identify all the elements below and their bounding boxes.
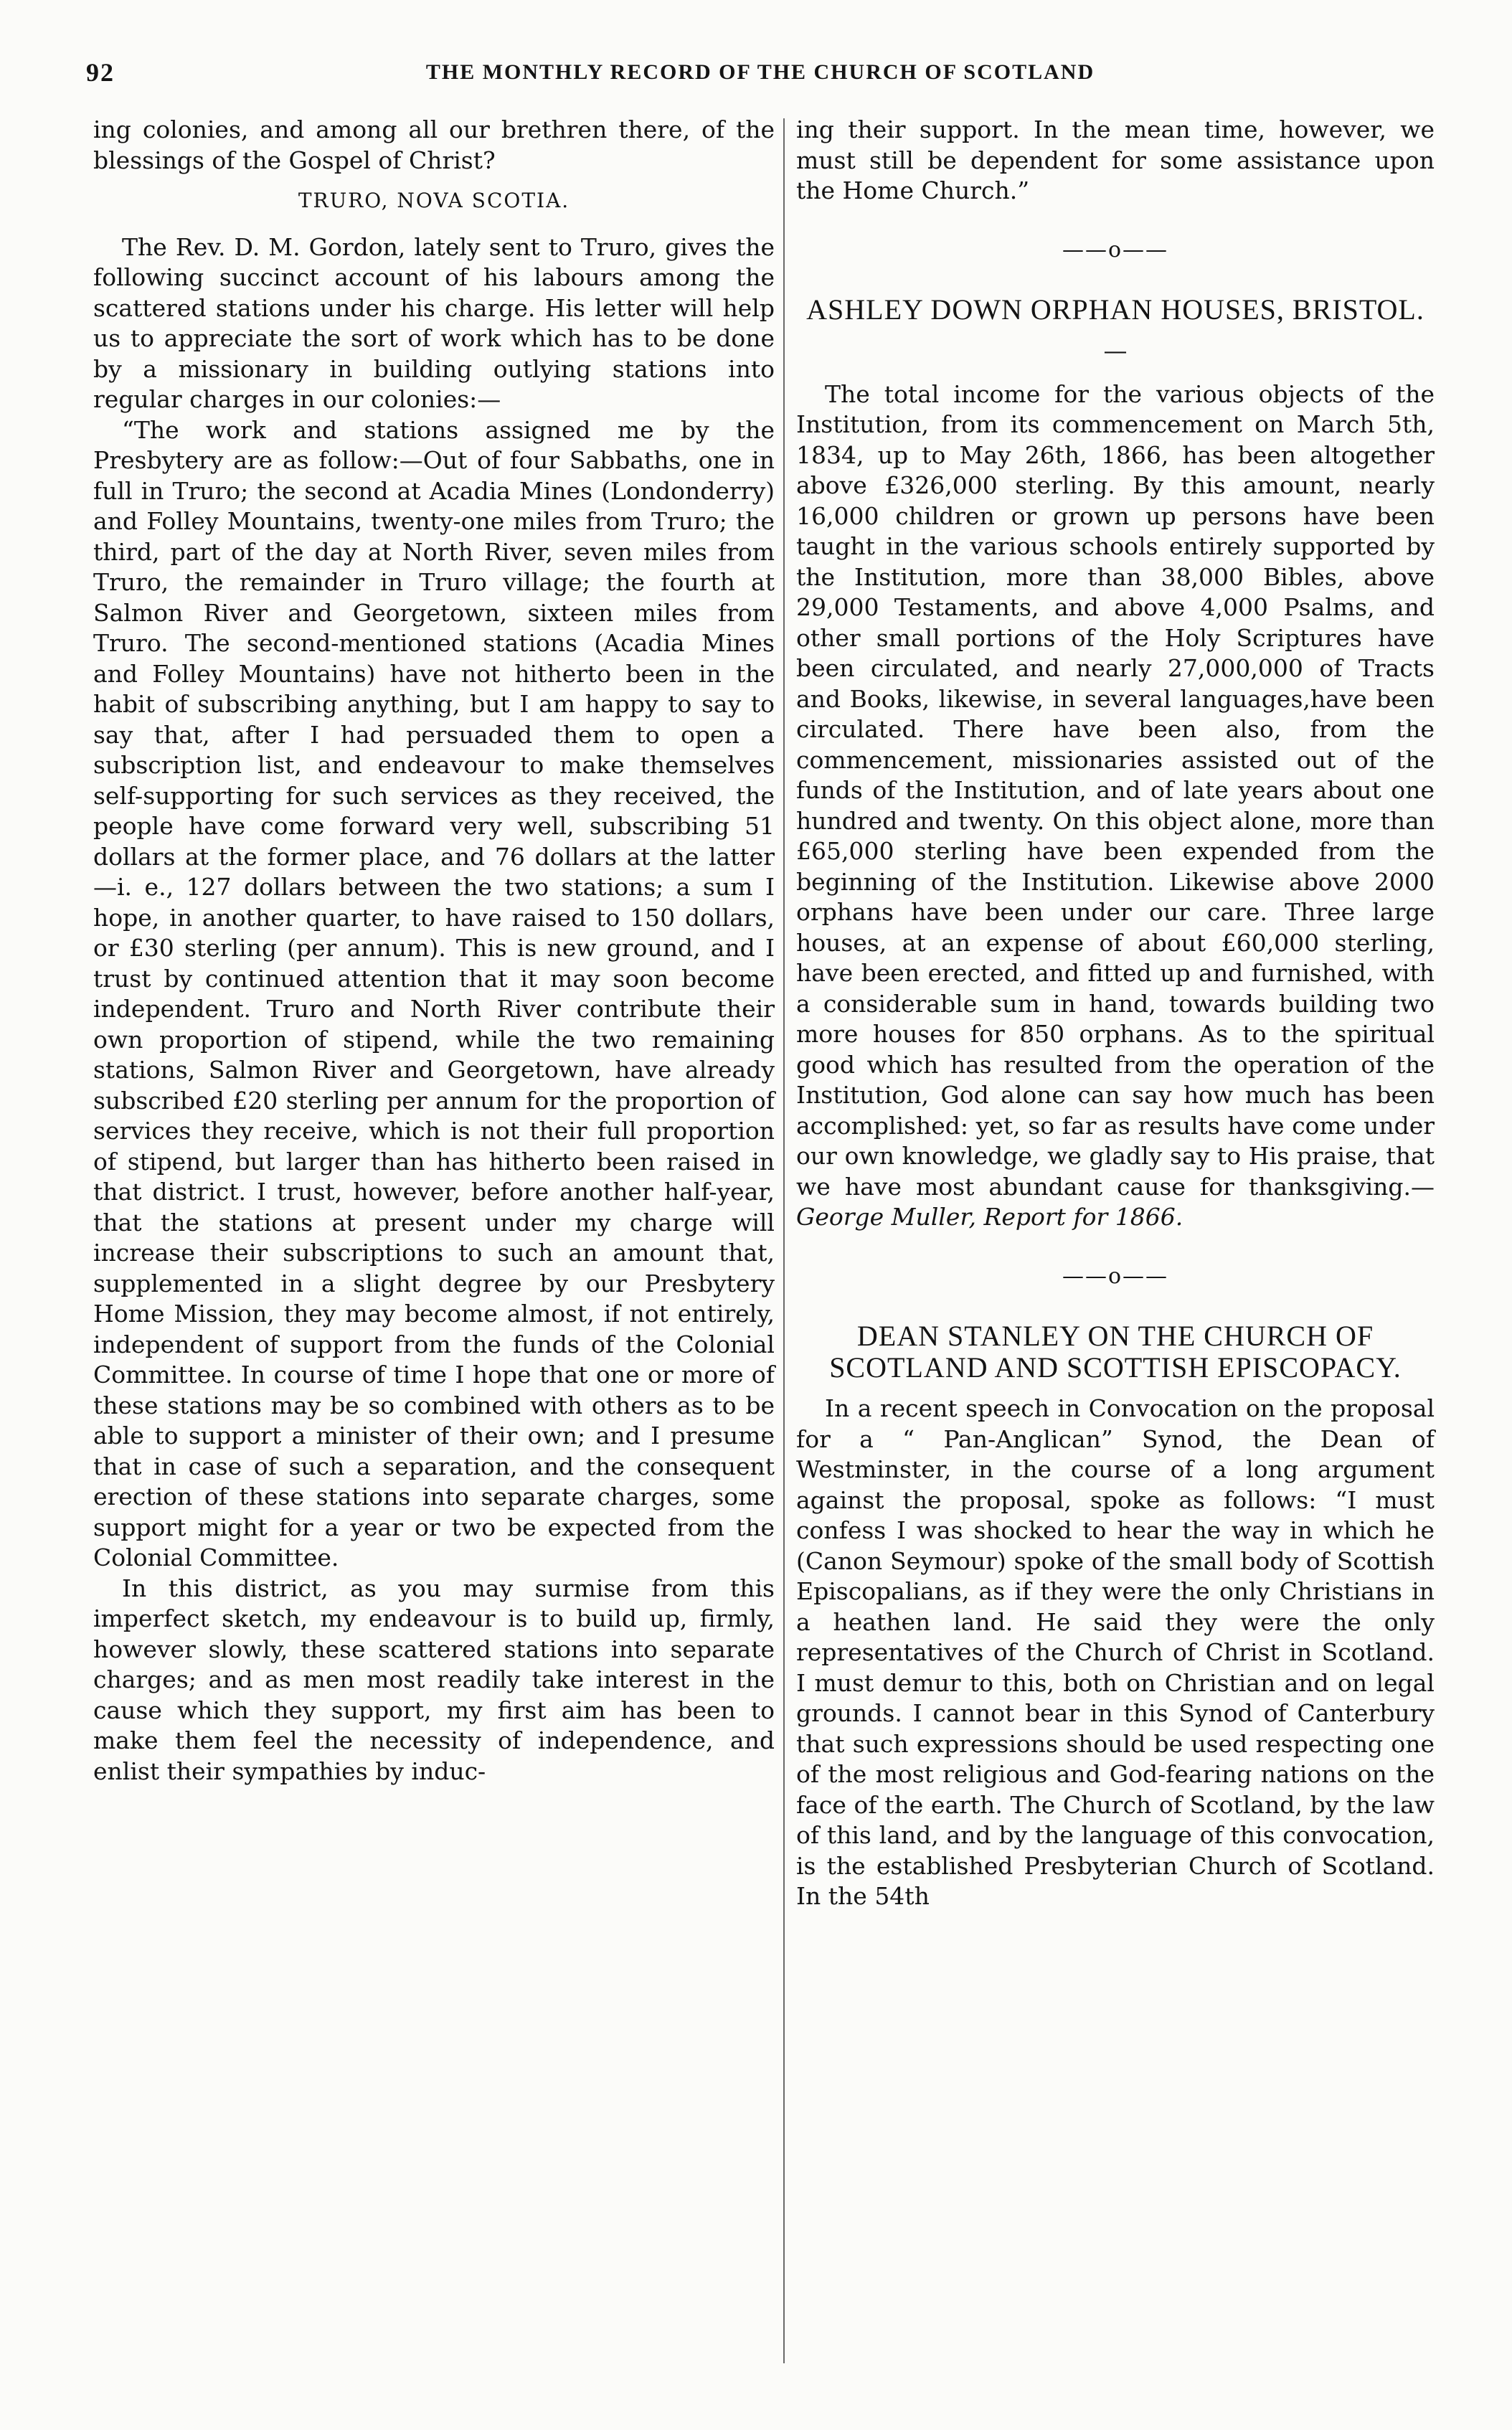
left-column: [93, 115, 775, 2367]
page-header: [86, 57, 1435, 100]
intro-text: ing colonies, and among all our brethren there, of the blessings of the Gospel of Christ?: [93, 115, 775, 174]
running-head: THE MONTHLY RECORD OF THE CHURCH OF SCOTLAND: [425, 60, 1095, 84]
section-title-dean-stanley: DEAN STANLEY ON THE CHURCH OF SCOTLAND AND SCOTTISH EPISCOPACY.: [829, 1320, 1402, 1384]
paragraph: In this district, as you may surmise from this imperfect sketch, my endeavour is to build up, firmly, however slowly, these scattered stations into separate charges; and as men most readily take interest in the cause which they support, my first aim has been to make them feel the necessity of independence, and enlist their sympathies by induc-: [93, 1574, 775, 1785]
paragraph: “The work and stations assigned me by the Presbytery are as follow:—Out of four Sabbaths, one in full in Truro; the second at Acadia Mines (Londonderry) and Folley Mountains, twenty-one miles from Truro; the third, part of the day at North River, seven miles from Truro, the remainder in Truro village; the fourth at Salmon River and Georgetown, sixteen miles from Truro. The second-mentioned stations (Acadia Mines and Folley Mountains) have not hitherto been in the habit of subscribing anything, but I am happy to say to say that, after I had persuaded them to open a subscription list, and endeavour to make themselves self-supporting for such services as they received, the people have come forward very well, subscribing 51 dollars at the former place, and 76 dollars at the latter—i. e., 127 dollars between the two stations; a sum I hope, in another quarter, to have raised to 150 dollars, or £30 sterling (per annum). This is new ground, and I trust by continued attention that it may soon become independent. Truro and North River contribute their own proportion of stipend, while the two remaining stations, Salmon River and Georgetown, have already subscribed £20 sterling per annum for the proportion of services they receive, which is not their full proportion of stipend, but larger than has hitherto been raised in that district. I trust, however, before another half-year, that the stations at present under my charge will increase their subscriptions to such an amount that, supplemented in a slight degree by our Presbytery Home Mission, they may become almost, if not entirely, independent of support from the funds of the Colonial Committee. In course of time I hope that one or more of these stations may be so combined with others as to be able to support a minister of their own; and I presume that in case of such a separation, and the consequent erection of these stations into separate charges, some support might for a year or two be expected from the Colonial Committee.: [93, 415, 775, 1571]
section-divider: ——o——: [1062, 237, 1169, 263]
page-number: 92: [86, 58, 115, 87]
title-dash: —: [1103, 336, 1128, 364]
section-divider: ——o——: [1062, 1263, 1169, 1289]
section-subhead-truro: TRURO, NOVA SCOTIA.: [298, 189, 570, 212]
right-column: [796, 115, 1435, 2367]
paragraph: [796, 379, 1435, 1233]
paragraph: In a recent speech in Convocation on the proposal for a “ Pan-Anglican” Synod, the Dean of Westminster, in the course of a long argument against the proposal, spoke as follows: “I must confess I was shocked to hear the way in which he (Canon Seymour) spoke of the small body of Scottish Episcopalians, as if they were the only Christians in a heathen land. He said they were the only representatives of the Church of Christ in Scotland. I must demur to this, both on Christian and on legal grounds. I cannot bear in this Synod of Canterbury that such expressions should be used respecting one of the most religious and God-fearing nations on the face of the earth. The Church of Scotland, by the law of this land, and by the language of this convocation, is the established Presbyterian Church of Scotland. In the 54th: [796, 1394, 1435, 1910]
paragraph-body: The total income for the various objects of the Institution, from its commencement on March 5th, 1834, up to May 26th, 1866, has been altogether above £326,000 sterling. By this amount, nearly 16,000 children or grown up persons have been taught in the various schools entirely supported by the Institution, more than 38,000 Bibles, above 29,000 Testaments, and above 4,000 Psalms, and other small portions of the Holy Scriptures have been circulated, and nearly 27,000,000 of Tracts and Books, likewise, in several languages,have been circulated. There have been also, from the commencement, missionaries assisted out of the funds of the Institution, and of late years about one hundred and twenty. On this object alone, more than £65,000 sterling have been expended from the beginning of the Institution. Likewise above 2000 orphans have been under our care. Three large houses, at an expense of about £60,000 sterling, have been erected, and fitted up and furnished, with a considerable sum in hand, towards building two more houses for 850 orphans. As to the spiritual good which has resulted from the operation of the Institution, God alone can say how much has been accomplished: yet, so far as results have come under our own knowledge, we gladly say to His praise, that we have most abundant cause for thanksgiving.—: [796, 379, 1435, 1201]
continuation-text: ing their support. In the mean time, however, we must still be dependent for some assistance upon the Home Church.”: [796, 115, 1435, 204]
signoff: George Muller, Report for 1866.: [796, 1203, 1183, 1231]
section-title-ashley-down: ASHLEY DOWN ORPHAN HOUSES, BRISTOL.: [806, 293, 1424, 326]
column-rule: [783, 118, 785, 2363]
paragraph: The Rev. D. M. Gordon, lately sent to Truro, gives the following succinct account of his labours among the scattered stations under his charge. His letter will help us to appreciate the sort of work which has to be done by a missionary in building outlying stations into regular charges in our colonies:—: [93, 232, 775, 413]
